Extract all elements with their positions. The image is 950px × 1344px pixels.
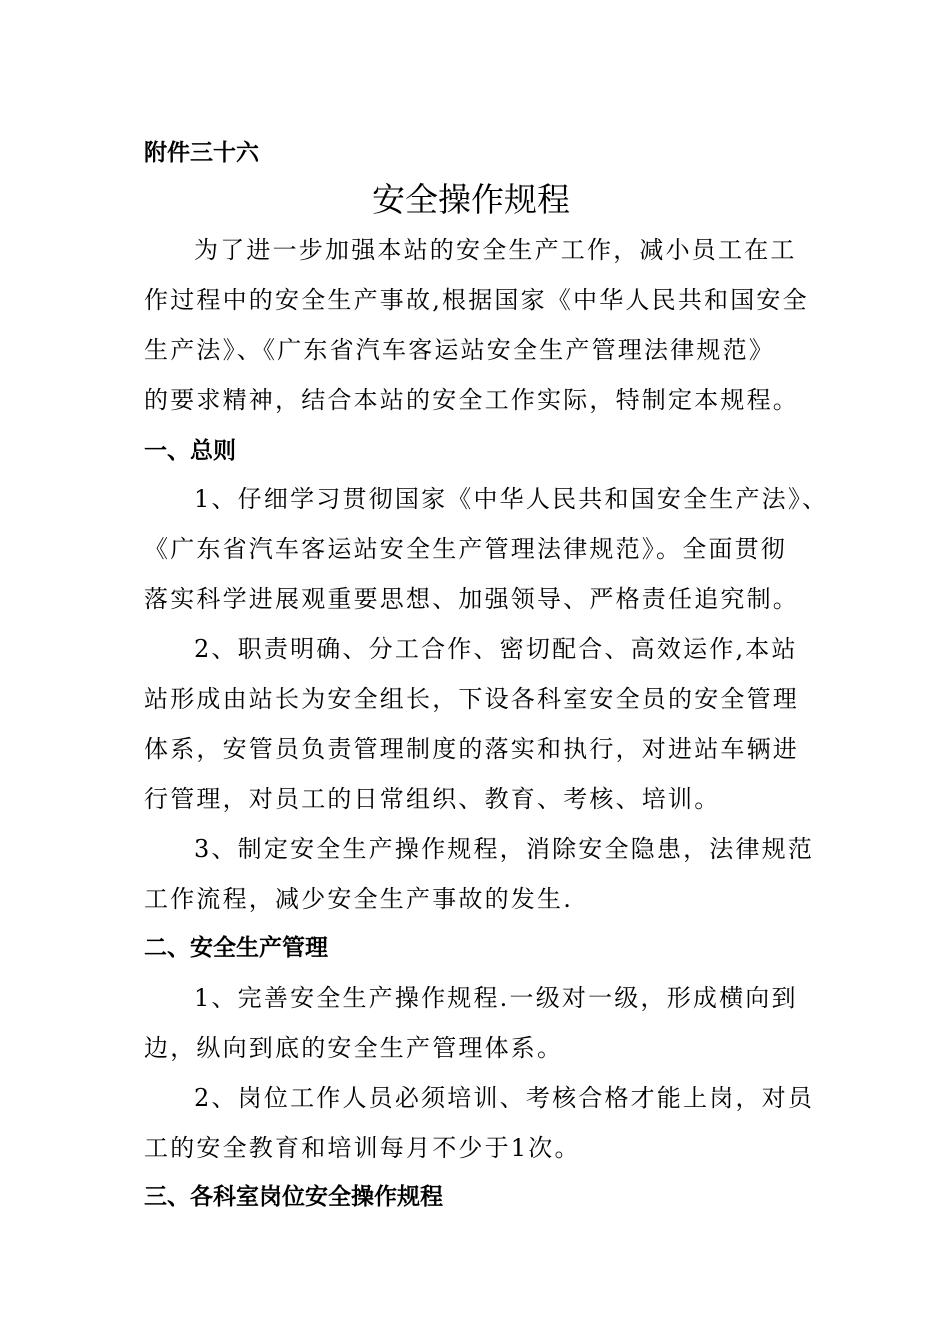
general-line-4: 2、职责明确、分工合作、密切配合、高效运作,本站: [194, 635, 798, 663]
intro-line-1: 为了进一步加强本站的安全生产工作，减小员工在工: [194, 236, 797, 264]
general-line-8: 3、制定安全生产操作规程，消除安全隐患，法律规范: [194, 835, 815, 863]
general-line-6: 体系，安管员负责管理制度的落实和执行，对进站车辆进: [144, 735, 799, 763]
general-line-1: 1、仔细学习贯彻国家《中华人民共和国安全生产法》、: [194, 485, 829, 513]
general-line-2: 《广东省汽车客运站安全生产管理法律规范》。全面贯彻: [144, 535, 787, 563]
intro-line-4: 的要求精神，结合本站的安全工作实际，特制定本规程。: [144, 386, 799, 414]
document-title: 安全操作规程: [372, 180, 570, 219]
general-line-9: 工作流程，减少安全生产事故的发生.: [144, 885, 574, 913]
section-heading-general: 一、总则: [144, 438, 236, 464]
safety-line-4: 工的安全教育和培训每月不少于1次。: [144, 1134, 581, 1162]
intro-line-3: 生产法》、《广东省汽车客运站安全生产管理法律规范》: [144, 336, 775, 364]
safety-line-1: 1、完善安全生产操作规程.一级对一级，形成横向到: [194, 984, 798, 1012]
safety-line-2: 边，纵向到底的安全生产管理体系。: [144, 1034, 564, 1062]
section-heading-safety-management: 二、安全生产管理: [144, 935, 328, 961]
safety-line-3: 2、岗位工作人员必须培训、考核合格才能上岗，对员: [194, 1084, 815, 1112]
section-heading-department-procedures: 三、各科室岗位安全操作规程: [144, 1184, 443, 1210]
general-line-3: 落实科学进展观重要思想、加强领导、严格责任追究制。: [144, 585, 799, 613]
annex-label: 附件三十六: [144, 140, 259, 166]
general-line-5: 站形成由站长为安全组长，下设各科室安全员的安全管理: [144, 685, 799, 713]
general-line-7: 行管理，对员工的日常组织、教育、考核、培训。: [144, 785, 721, 813]
intro-line-2: 作过程中的安全生产事故,根据国家《中华人民共和国安全: [144, 286, 809, 314]
